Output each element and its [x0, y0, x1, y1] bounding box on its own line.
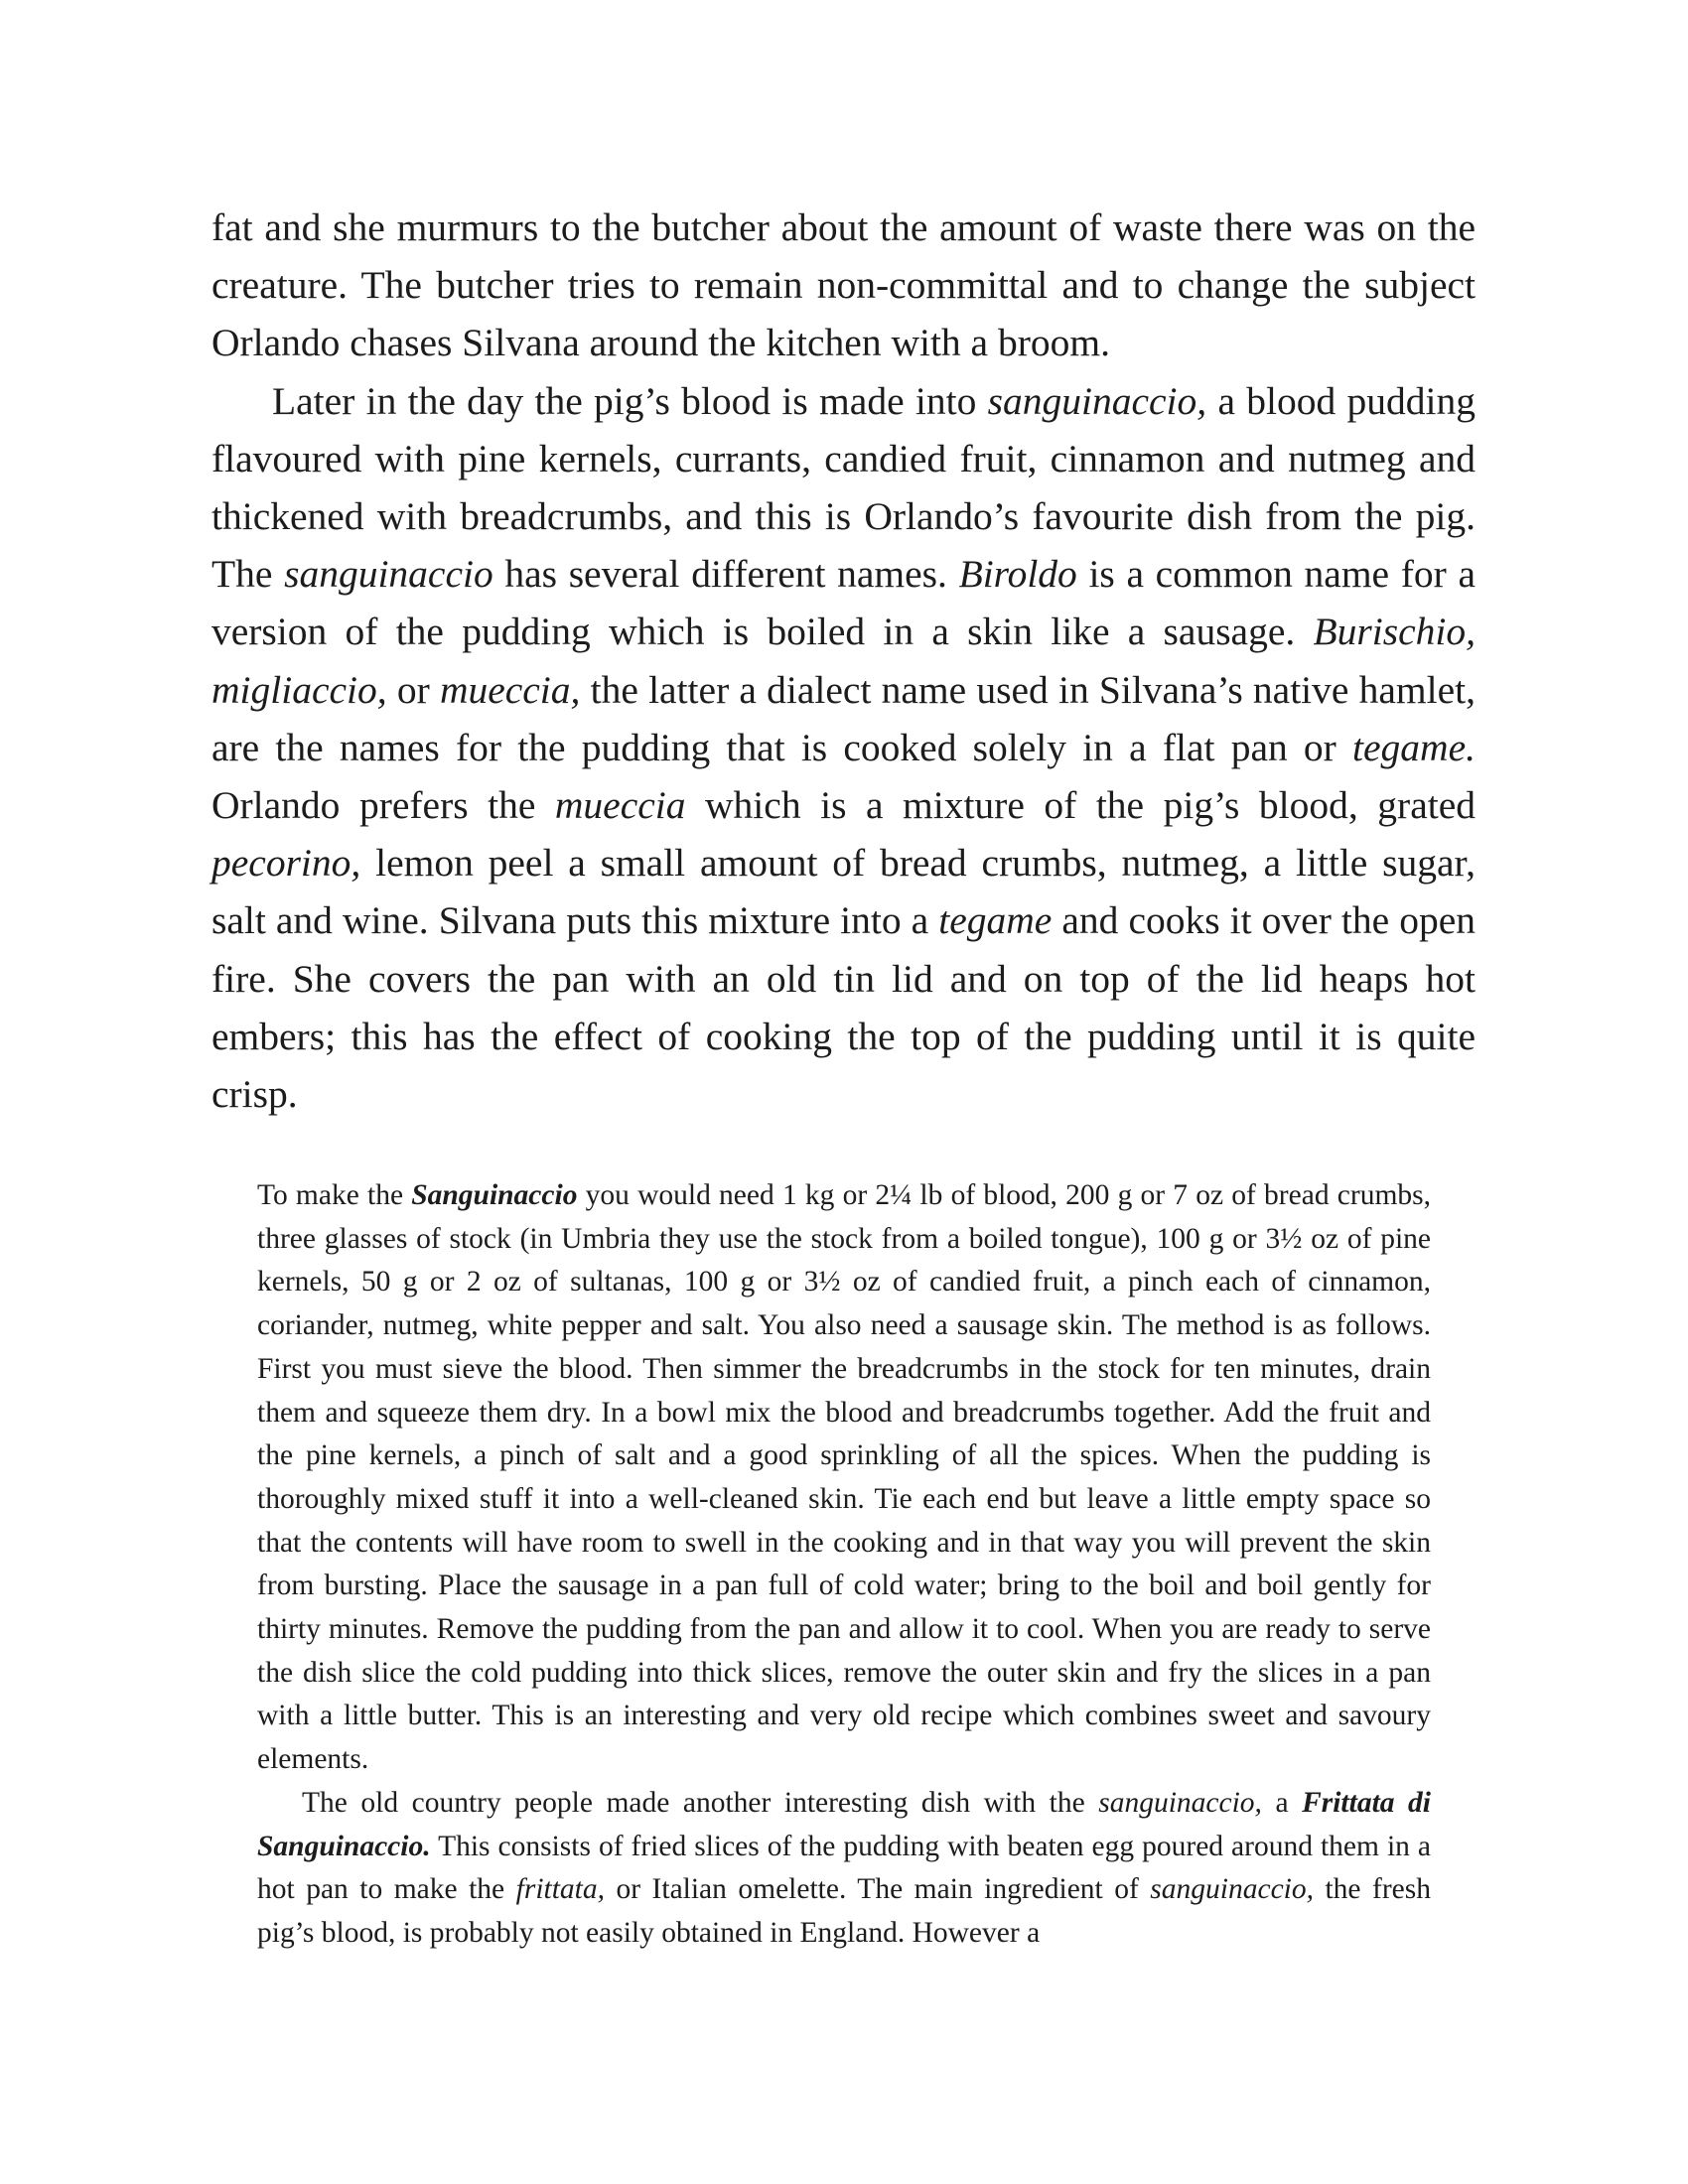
main-body-text: [211, 199, 1476, 1123]
recipe-paragraph-frittata: The old country people made another interesting dish with the sanguinaccio, a Frittata di Sanguinaccio. This consists of fried slices of the pudding with beaten egg poured around them in a hot pan to make the frittata, or Italian omelette. The main ingredient of sanguinaccio, the fresh pig’s blood, is probably not easily obtained in England. However a: [257, 1786, 1432, 1949]
recipe-paragraph-sanguinaccio: To make the Sanguinaccio you would need 1 kg or 2¼ lb of blood, 200 g or 7 oz of bread crumbs, three glasses of stock (in Umbria they use the stock from a boiled tongue), 100 g or 3½ oz of pine kernels, 50 g or 2 oz of sultanas, 100 g or 3½ oz of candied fruit, a pinch each of cinnamon, coriander, nutmeg, white pepper and salt. You also need a sausage skin. The method is as follows. First you must sieve the blood. Then simmer the breadcrumbs in the stock for ten minutes, drain them and squeeze them dry. In a bowl mix the blood and breadcrumbs together. Add the fruit and the pine kernels, a pinch of salt and a good sprinkling of all the spices. When the pudding is thoroughly mixed stuff it into a well-cleaned skin. Tie each end but leave a little empty space so that the contents will have room to swell in the cooking and in that way you will prevent the skin from bursting. Place the sausage in a pan full of cold water; bring to the boil and boil gently for thirty minutes. Remove the pudding from the pan and allow it to cool. When you are ready to serve the dish slice the cold pudding into thick slices, remove the outer skin and fry the slices in a pan with a little butter. This is an interesting and very old recipe which combines sweet and savoury elements.: [257, 1179, 1431, 1776]
paragraph-sanguinaccio: Later in the day the pig’s blood is made into sanguinaccio, a blood pudding flavoured with pine kernels, currants, candied fruit, cinnamon and nutmeg and thickened with breadcrumbs, and this is Orlando’s favourite dish from the pig. The sanguinaccio has several different names. Biroldo is a common name for a version of the pudding which is boiled in a skin like a sausage. Burischio, migliaccio, or mueccia, the latter a dialect name used in Silvana’s native hamlet, are the names for the pudding that is cooked solely in a flat pan or tegame. Orlando prefers the mueccia which is a mixture of the pig’s blood, grated pecorino, lemon peel a small amount of bread crumbs, nutmeg, a little sugar, salt and wine. Silvana puts this mixture into a tegame and cooks it over the open fire. She covers the pan with an old tin lid and on top of the lid heaps hot embers; this has the effect of cooking the top of the pudding until it is quite crisp.: [211, 378, 1477, 1117]
paragraph-butcher: fat and she murmurs to the butcher about the amount of waste there was on the creature. The butcher tries to remain non-committal and to change the subject Orlando chases Silvana around the kitchen with a broom.: [211, 205, 1476, 365]
recipe-text: [257, 1174, 1431, 1956]
recipe-title-frittata: Frittata di Sanguinaccio.: [257, 1786, 1432, 1862]
recipe-title-sanguinaccio: Sanguinaccio: [411, 1179, 578, 1211]
